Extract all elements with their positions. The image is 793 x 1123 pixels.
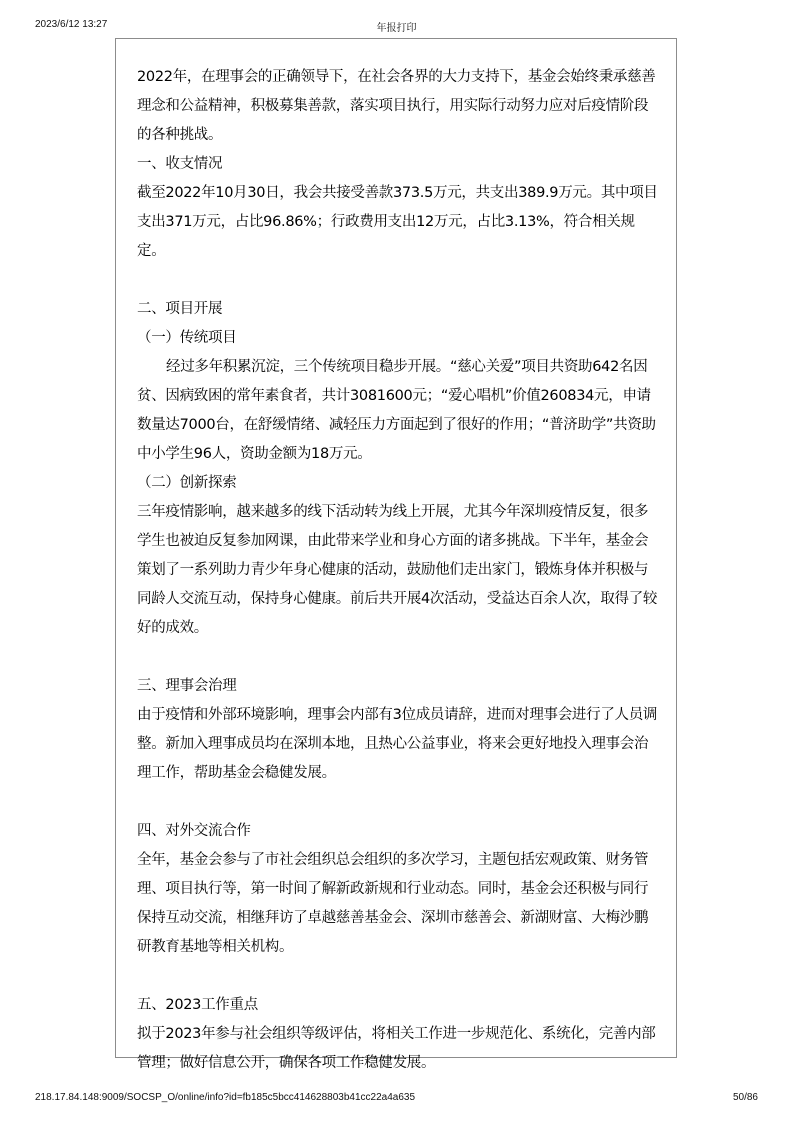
spacer <box>137 962 662 991</box>
print-title: 年报打印 <box>376 23 417 34</box>
traditional-projects-paragraph: 经过多年积累沉淀，三个传统项目稳步开展。“慈心关爱”项目共资助642名因贫、因病致困的常年素食者，共计3081600元；“爱心唱机”价值260834元，申请数量达7000台，在舒缓情绪、减轻压力方面起到了很好的作用；“普济助学”共资助中小学生96人，资助金额为18万元。 <box>137 359 656 462</box>
subheading-innovation: （二）创新探索 <box>137 475 237 491</box>
section-heading-priorities: 五、2023工作重点 <box>137 997 258 1013</box>
section-heading-governance: 三、理事会治理 <box>137 678 237 694</box>
section-heading-projects: 二、项目开展 <box>137 301 223 317</box>
print-datetime: 2023/6/12 13:27 <box>35 19 108 30</box>
page-number: 50/86 <box>732 1092 758 1103</box>
spacer <box>137 266 662 295</box>
section-heading-cooperation: 四、对外交流合作 <box>137 823 251 839</box>
section-heading-finance: 一、收支情况 <box>137 156 223 172</box>
priorities-paragraph: 拟于2023年参与社会组织等级评估，将相关工作进一步规范化、系统化，完善内部管理；做好信息公开，确保各项工作稳健发展。 <box>137 1026 656 1071</box>
finance-paragraph: 截至2022年10月30日，我会共接受善款373.5万元，共支出389.9万元。其中项目支出371万元，占比96.86%；行政费用支出12万元，占比3.13%，符合相关规定。 <box>137 185 658 259</box>
spacer <box>137 788 662 817</box>
spacer <box>137 643 662 672</box>
subheading-traditional-projects: （一）传统项目 <box>137 330 237 346</box>
intro-paragraph: 2022年，在理事会的正确领导下，在社会各界的大力支持下，基金会始终秉承慈善理念和公益精神，积极募集善款，落实项目执行，用实际行动努力应对后疫情阶段的各种挑战。 <box>137 69 656 143</box>
report-content <box>137 63 662 1078</box>
cooperation-paragraph: 全年，基金会参与了市社会组织总会组织的多次学习，主题包括宏观政策、财务管理、项目执行等，第一时间了解新政新规和行业动态。同时，基金会还积极与同行保持互动交流，相继拜访了卓越慈善基金会、深圳市慈善会、新湖财富、大梅沙鹏研教育基地等相关机构。 <box>137 852 649 955</box>
innovation-paragraph: 三年疫情影响，越来越多的线下活动转为线上开展，尤其今年深圳疫情反复，很多学生也被迫反复参加网课，由此带来学业和身心方面的诸多挑战。下半年，基金会策划了一系列助力青少年身心健康的活动，鼓励他们走出家门，锻炼身体并积极与同龄人交流互动，保持身心健康。前后共开展4次活动，受益达百余人次，取得了较好的成效。 <box>137 504 658 636</box>
print-url: 218.17.84.148:9009/SOCSP_O/online/info?id=fb185c5bcc414628803b41cc22a4a635 <box>35 1092 416 1103</box>
governance-paragraph: 由于疫情和外部环境影响，理事会内部有3位成员请辞，进而对理事会进行了人员调整。新加入理事成员均在深圳本地，且热心公益事业，将来会更好地投入理事会治理工作，帮助基金会稳健发展。 <box>137 707 658 781</box>
